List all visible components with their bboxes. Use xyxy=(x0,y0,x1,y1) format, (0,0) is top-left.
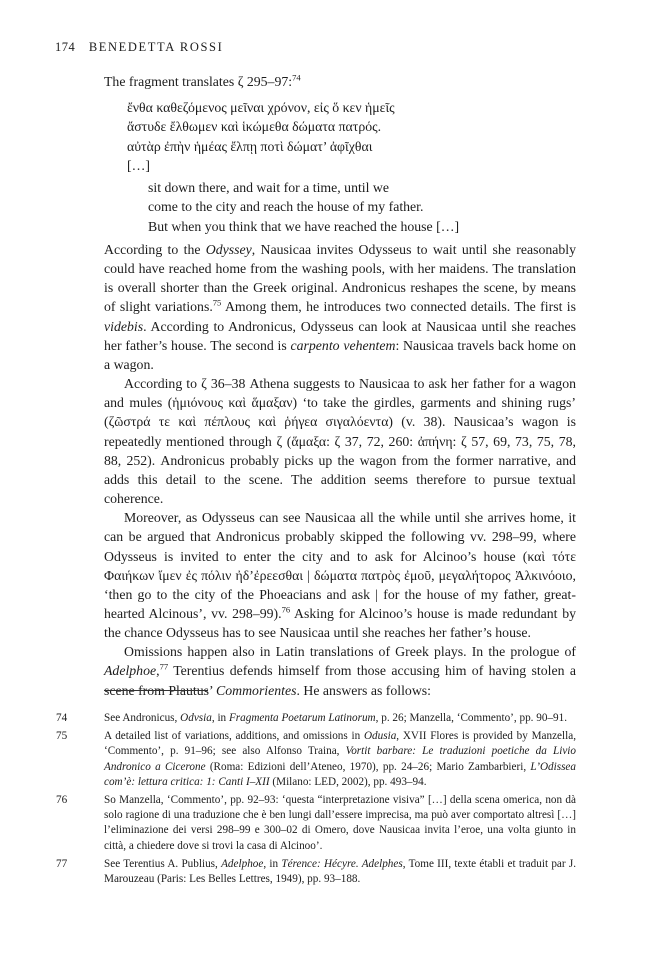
footnote-number: 74 xyxy=(56,712,68,724)
english-translation xyxy=(148,178,459,236)
greek-line: […] xyxy=(127,157,150,173)
text-run: , xyxy=(156,663,160,679)
text-run: See Terentius A. Publius, xyxy=(104,857,222,870)
italic-title: Commorientes xyxy=(216,682,297,698)
footnote-ref-74[interactable]: 74 xyxy=(292,72,301,83)
text-run: : Nausicaa travels back home on a wagon. xyxy=(104,337,576,372)
footnote-number: 77 xyxy=(56,857,68,870)
text-run: , in xyxy=(263,857,282,870)
footnote-77 xyxy=(56,857,576,887)
translation-line: sit down there, and wait for a time, until we xyxy=(148,180,390,195)
italic-title: Vortit barbare: Le traduzioni poetiche da Livio Andronico a Cicerone xyxy=(104,745,576,773)
paragraph-2: According to ζ 36–38 Athena suggests to Nausicaa to ask her father for a wagon and mules (ἡμιόνους καὶ ἅμαξαν) ‘to take the girdles, garments and shining rugs’ (ζῶστρά τε καὶ πέπλους καὶ ῥήγεα σιγαλόεντα) (v. 38). Nausicaa’s wagon is repeatedly mentioned through ζ (ἅμαξα: ζ 37, 72, 260: ἀπήνη: ζ 57, 69, 73, 75, 78, 88, 252). Andronicus probably picks up the wagon from the former narrative, and adds this detail to the scene. The addition seems therefore to pursue textual coherence. xyxy=(104,376,576,507)
italic-term: carpento vehentem xyxy=(290,337,396,353)
greek-line: ἔνθα καθεζόμενος μεῖναι χρόνον, εἰς ὅ κεν ἡμεῖς xyxy=(127,100,395,115)
text-run: , Nausicaa invites Odysseus to wait until she reasonably could have reached home from the washing pools, with her maidens. The translation is overall shorter than the Greek original. Andronicus reshapes the scene, by means of slight variations. xyxy=(104,242,576,315)
footnotes xyxy=(56,711,576,890)
text-run: Omissions happen also in Latin translations of Greek plays. In the prologue of xyxy=(124,644,576,660)
footnote-ref-76[interactable]: 76 xyxy=(281,604,291,615)
translation-line: But when you think that we have reached the house […] xyxy=(148,218,460,234)
paragraph-3 xyxy=(104,508,576,642)
text-run: According to the xyxy=(104,242,206,257)
text-run: See Andronicus, xyxy=(104,712,181,724)
text-run: A detailed list of variations, additions, and omissions in xyxy=(104,730,364,743)
footnote-76 xyxy=(56,793,576,854)
running-header xyxy=(55,40,223,55)
text-run: (Milano: LED, 2002), pp. 493–94. xyxy=(269,775,427,788)
text-run: , Tome III, texte établi et traduit par J. Marouzeau (Paris: Les Belles Lettres, 1949), pp. 93–188. xyxy=(104,857,577,886)
fragment-intro xyxy=(104,72,576,91)
footnote-ref-75[interactable]: 75 xyxy=(212,297,222,308)
text-run: , in xyxy=(211,712,229,724)
footnote-number: 76 xyxy=(56,794,68,807)
italic-title: Adelphoe xyxy=(221,857,264,870)
paragraph-1 xyxy=(104,240,576,374)
text-run: , XVII Flores is provided by Manzella, ‘Commento’, p. 91–96; see also Alfonso Traina, xyxy=(104,730,577,758)
paragraph-4 xyxy=(104,642,576,699)
greek-line: αὐτὰρ ἐπὴν ἡμέας ἔλπῃ ποτὶ δώματ’ ἀφῖχθαι xyxy=(127,138,373,154)
footnote-74 xyxy=(56,711,576,726)
footnote-text xyxy=(104,729,576,790)
body-text xyxy=(104,240,576,700)
italic-title: Odyssey xyxy=(205,242,252,257)
intro-text: The fragment translates ζ 295–97: xyxy=(104,74,293,89)
text-run: . He answers as follows: xyxy=(296,682,431,698)
translation-line: come to the city and reach the house of my father. xyxy=(148,199,424,215)
footnote-text xyxy=(104,857,576,887)
italic-title: Térence: Hécyre. Adelphes xyxy=(281,857,403,870)
italic-title: Adelphoe xyxy=(104,663,157,679)
text-run: Among them, he introduces two connected details. The first is xyxy=(221,299,576,315)
footnote-number: 75 xyxy=(56,730,68,743)
text-run: Terentius defends himself from those accusing him of having stolen a scene from Plautus’ xyxy=(104,663,576,698)
italic-term: videbis xyxy=(104,318,144,334)
text-run: Asking for Alcinoo’s house is made redundant by the chance Odysseus has to see Nausicaa until she reaches her father’s house. xyxy=(104,605,576,641)
greek-line: ἄστυδε ἔλθωμεν καὶ ἱκώμεθα δώματα πατρός. xyxy=(127,119,382,135)
footnote-text xyxy=(104,711,576,726)
page-number: 174 xyxy=(55,40,76,54)
italic-title: Fragmenta Poetarum Latinorum xyxy=(228,712,376,724)
text-run: , p. 26; Manzella, ‘Commento’, pp. 90–91. xyxy=(375,712,568,724)
footnote-divider xyxy=(104,690,208,691)
text-run: (Roma: Edizioni dell’Ateneo, 1970), pp. 24–26; Mario Zambarbieri, xyxy=(205,760,531,773)
text-run: Moreover, as Odysseus can see Nausicaa all the while until she arrives home, it can be argued that Andronicus probably skipped the following vv. 298–99, where Odysseus is invited to enter the city and to ask for Alcinoo’s house (καὶ τότε Φαιήκων ἴμεν ἐς πόλιν ἠδ’ἐρεεσθαι | δώματα πατρὸς ἐμοῦ, μεγαλήτορος Ἀλκινόοιο, ‘then go to the city of the Phoeacians and ask | for the house of my father, great-hearted Alcinous’, vv. 298–99). xyxy=(104,510,576,621)
footnote-75 xyxy=(56,729,576,790)
footnote-ref-77[interactable]: 77 xyxy=(159,661,169,672)
author-name: BENEDETTA ROSSI xyxy=(88,40,224,54)
italic-title: Odvsia xyxy=(180,712,212,724)
italic-title: L’Odissea com’è: lettura critica: 1: Canti I–XII xyxy=(104,760,576,788)
text-run: . According to Andronicus, Odysseus can look at Nausicaa until she reaches her father’s house. The second is xyxy=(104,318,576,353)
italic-title: Odusia xyxy=(363,730,397,743)
greek-quotation xyxy=(127,98,395,175)
footnote-text: So Manzella, ‘Commento’, pp. 92–93: ‘questa “interpretazione visiva” […] della scena omerica, non dà solo ragione di una traduzione che è ben lungi dall’essere imprecisa, ma può aver comportato altresì […] l’eliminazione dei versi 298–99 e 300–02 di Omero, dove Nausicaa invita l’eroe, una volta giunto in città, a chiedere dove si trovi la casa di Alcinoo’. xyxy=(104,794,576,852)
